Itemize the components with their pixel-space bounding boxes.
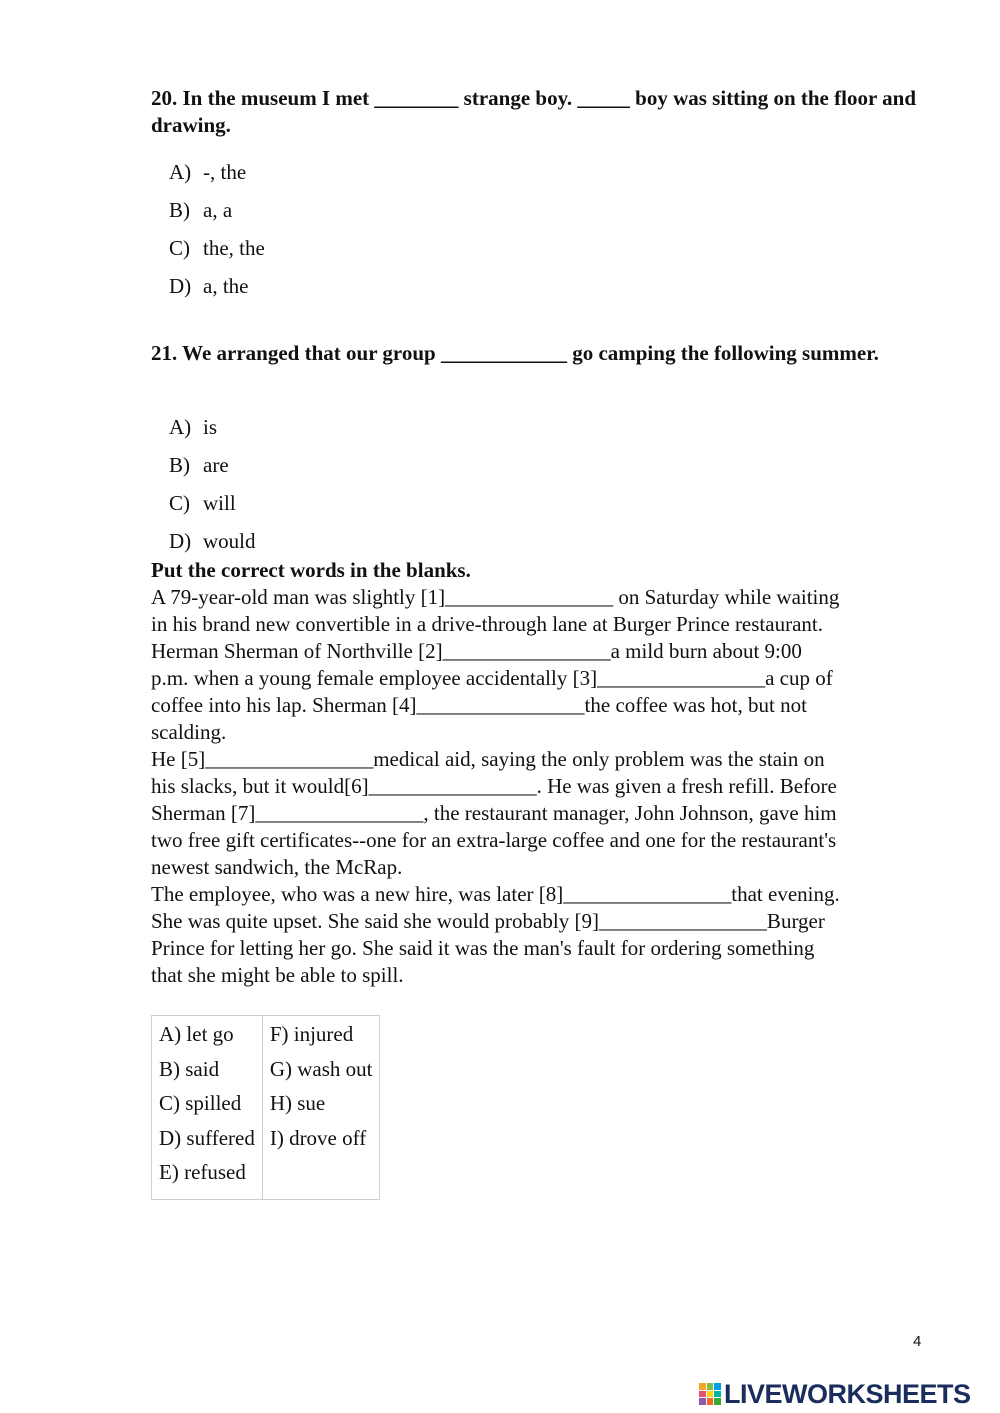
logo-grid-icon bbox=[699, 1383, 721, 1405]
question-20-options bbox=[169, 159, 265, 311]
exercise-title: Put the correct words in the blanks. bbox=[151, 558, 471, 582]
option-letter: D) bbox=[169, 274, 192, 298]
option-letter: C) bbox=[169, 491, 190, 515]
passage-line: Sherman [7]________________, the restaurant manager, John Johnson, gave him bbox=[151, 801, 837, 825]
word-bank-item: E) refused bbox=[159, 1160, 246, 1185]
word-bank-item: H) sue bbox=[269, 1091, 326, 1116]
word-bank-table bbox=[151, 1015, 380, 1200]
passage-line: p.m. when a young female employee accidentally [3]________________a cup of bbox=[151, 666, 833, 690]
logo-cell bbox=[707, 1383, 714, 1390]
question-21-options bbox=[169, 414, 256, 566]
passage-line: that she might be able to spill. bbox=[151, 963, 404, 987]
option-21-c[interactable] bbox=[169, 490, 256, 528]
word-bank-item: D) suffered bbox=[159, 1125, 255, 1150]
passage-line: The employee, who was a new hire, was later [8]________________that evening. bbox=[151, 882, 840, 906]
option-text: would bbox=[203, 529, 256, 553]
brand-name: LIVEWORKSHEETS bbox=[724, 1379, 971, 1409]
option-text: the, the bbox=[203, 236, 265, 260]
option-letter: D) bbox=[169, 529, 192, 553]
option-20-a[interactable] bbox=[169, 159, 265, 197]
option-letter: C) bbox=[169, 236, 190, 260]
option-text: are bbox=[203, 453, 229, 477]
passage-line: newest sandwich, the McRap. bbox=[151, 855, 403, 879]
passage-line: He [5]________________medical aid, saying the only problem was the stain on bbox=[151, 747, 825, 771]
passage-line: two free gift certificates--one for an extra-large coffee and one for the restaurant's bbox=[151, 828, 837, 852]
option-letter: A) bbox=[169, 415, 192, 439]
option-text: will bbox=[203, 491, 236, 515]
logo-cell bbox=[707, 1391, 714, 1398]
passage-line: in his brand new convertible in a drive-through lane at Burger Prince restaurant. bbox=[151, 612, 823, 636]
word-bank-item: I) drove off bbox=[269, 1125, 367, 1150]
passage-line: scalding. bbox=[151, 720, 227, 744]
option-21-b[interactable] bbox=[169, 452, 256, 490]
option-text: is bbox=[203, 415, 218, 439]
passage-line: Prince for letting her go. She said it was the man's fault for ordering something bbox=[151, 936, 815, 960]
option-20-b[interactable] bbox=[169, 197, 265, 235]
option-text: a, the bbox=[203, 274, 249, 298]
logo-cell bbox=[699, 1391, 706, 1398]
option-20-d[interactable] bbox=[169, 273, 265, 311]
passage-line: coffee into his lap. Sherman [4]________________the coffee was hot, but not bbox=[151, 693, 807, 717]
word-bank-item: B) said bbox=[159, 1056, 220, 1081]
option-text: a, a bbox=[203, 198, 233, 222]
option-letter: A) bbox=[169, 160, 192, 184]
logo-cell bbox=[699, 1398, 706, 1405]
word-bank-column-2 bbox=[262, 1016, 380, 1200]
option-text: -, the bbox=[203, 160, 247, 184]
logo-cell bbox=[714, 1383, 721, 1390]
option-letter: B) bbox=[169, 453, 190, 477]
question-21: 21. We arranged that our group ____________ go camping the following summer. bbox=[151, 341, 879, 365]
logo-cell bbox=[699, 1383, 706, 1390]
passage-line: She was quite upset. She said she would probably [9]________________Burger bbox=[151, 909, 825, 933]
passage-line: Herman Sherman of Northville [2]________________a mild burn about 9:00 bbox=[151, 639, 802, 663]
word-bank-item: F) injured bbox=[269, 1022, 354, 1046]
question-20: 20. In the museum I met ________ strange boy. _____ boy was sitting on the floor and drawing. bbox=[151, 86, 916, 137]
word-bank-column-1 bbox=[152, 1016, 263, 1200]
logo-cell bbox=[714, 1398, 721, 1405]
liveworksheets-logo bbox=[699, 1379, 971, 1409]
page-number: 4 bbox=[913, 1333, 922, 1350]
logo-cell bbox=[714, 1391, 721, 1398]
logo-cell bbox=[707, 1398, 714, 1405]
option-20-c[interactable] bbox=[169, 235, 265, 273]
cloze-passage bbox=[151, 584, 931, 989]
word-bank-item: C) spilled bbox=[159, 1091, 242, 1116]
option-letter: B) bbox=[169, 198, 190, 222]
word-bank-item: G) wash out bbox=[269, 1056, 373, 1081]
word-bank-item: A) let go bbox=[159, 1022, 234, 1046]
option-21-a[interactable] bbox=[169, 414, 256, 452]
passage-line: his slacks, but it would[6]________________. He was given a fresh refill. Before bbox=[151, 774, 837, 798]
passage-line: A 79-year-old man was slightly [1]________________ on Saturday while waiting bbox=[151, 585, 840, 609]
